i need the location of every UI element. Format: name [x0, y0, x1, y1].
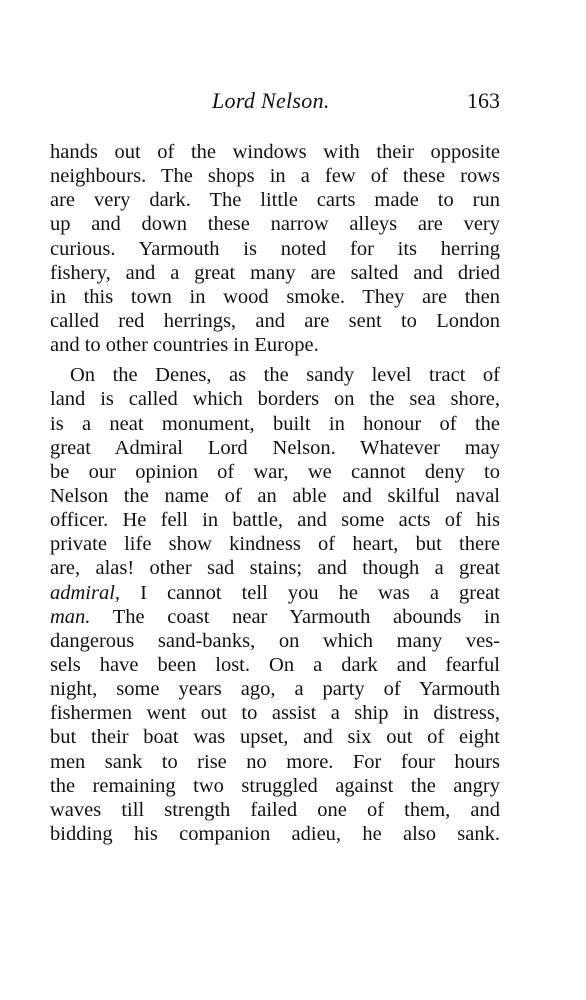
text-line: On the Denes, as the sandy level tract of	[70, 364, 500, 387]
text-line: Nelson the name of an able and skilful naval	[50, 484, 500, 507]
text-line: the remaining two struggled against the angry	[50, 774, 500, 797]
text-line: night, some years ago, a party of Yarmouth	[50, 678, 500, 701]
text-line: up and down these narrow alleys are very	[50, 213, 500, 236]
text-line: in this town in wood smoke. They are then	[50, 285, 500, 308]
text-line: fishermen went out to assist a ship in distress,	[50, 702, 500, 725]
text-line: private life show kindness of heart, but there	[50, 533, 500, 556]
text-line: neighbours. The shops in a few of these rows	[50, 165, 500, 188]
page-number: 163	[467, 88, 500, 113]
text-line: are, alas! other sad stains; and though a great	[50, 557, 500, 580]
text-line: curious. Yarmouth is noted for its herring	[50, 237, 500, 260]
paragraph-2	[50, 363, 500, 846]
text-line	[50, 605, 500, 629]
text-line: officer. He fell in battle, and some acts of his	[50, 509, 500, 532]
italic-word: admiral,	[50, 581, 121, 604]
paragraph-1	[50, 140, 500, 357]
text-line: waves till strength failed one of them, and	[50, 798, 500, 821]
text-line: are very dark. The little carts made to run	[50, 189, 500, 212]
text-line: sels have been lost. On a dark and fearful	[50, 653, 500, 676]
text-line: fishery, and a great many are salted and dried	[50, 261, 500, 284]
text-line: and to other countries in Europe.	[50, 334, 319, 357]
text-line: is a neat monument, built in honour of the	[50, 412, 500, 435]
running-head	[52, 88, 500, 118]
text-line: hands out of the windows with their opposite	[50, 141, 500, 163]
text-line: land is called which borders on the sea shore,	[50, 388, 500, 411]
text-line: great Admiral Lord Nelson. Whatever may	[50, 436, 500, 459]
body-text	[50, 140, 500, 846]
text-line: bidding his companion adieu, he also sank.	[50, 822, 500, 845]
text-line: men sank to rise no more. For four hours	[50, 750, 500, 773]
text-line: dangerous sand-banks, on which many ves-	[50, 629, 500, 652]
text-line: be our opinion of war, we cannot deny to	[50, 460, 500, 483]
italic-word: man.	[50, 605, 91, 628]
running-title: Lord Nelson.	[212, 88, 330, 113]
text-line	[50, 581, 500, 605]
text-line: but their boat was upset, and six out of eight	[50, 726, 500, 749]
text-segment: The coast near Yarmouth abounds in	[90, 605, 500, 628]
text-segment: I cannot tell you he was a great	[120, 581, 500, 604]
text-line: called red herrings, and are sent to London	[50, 309, 500, 332]
